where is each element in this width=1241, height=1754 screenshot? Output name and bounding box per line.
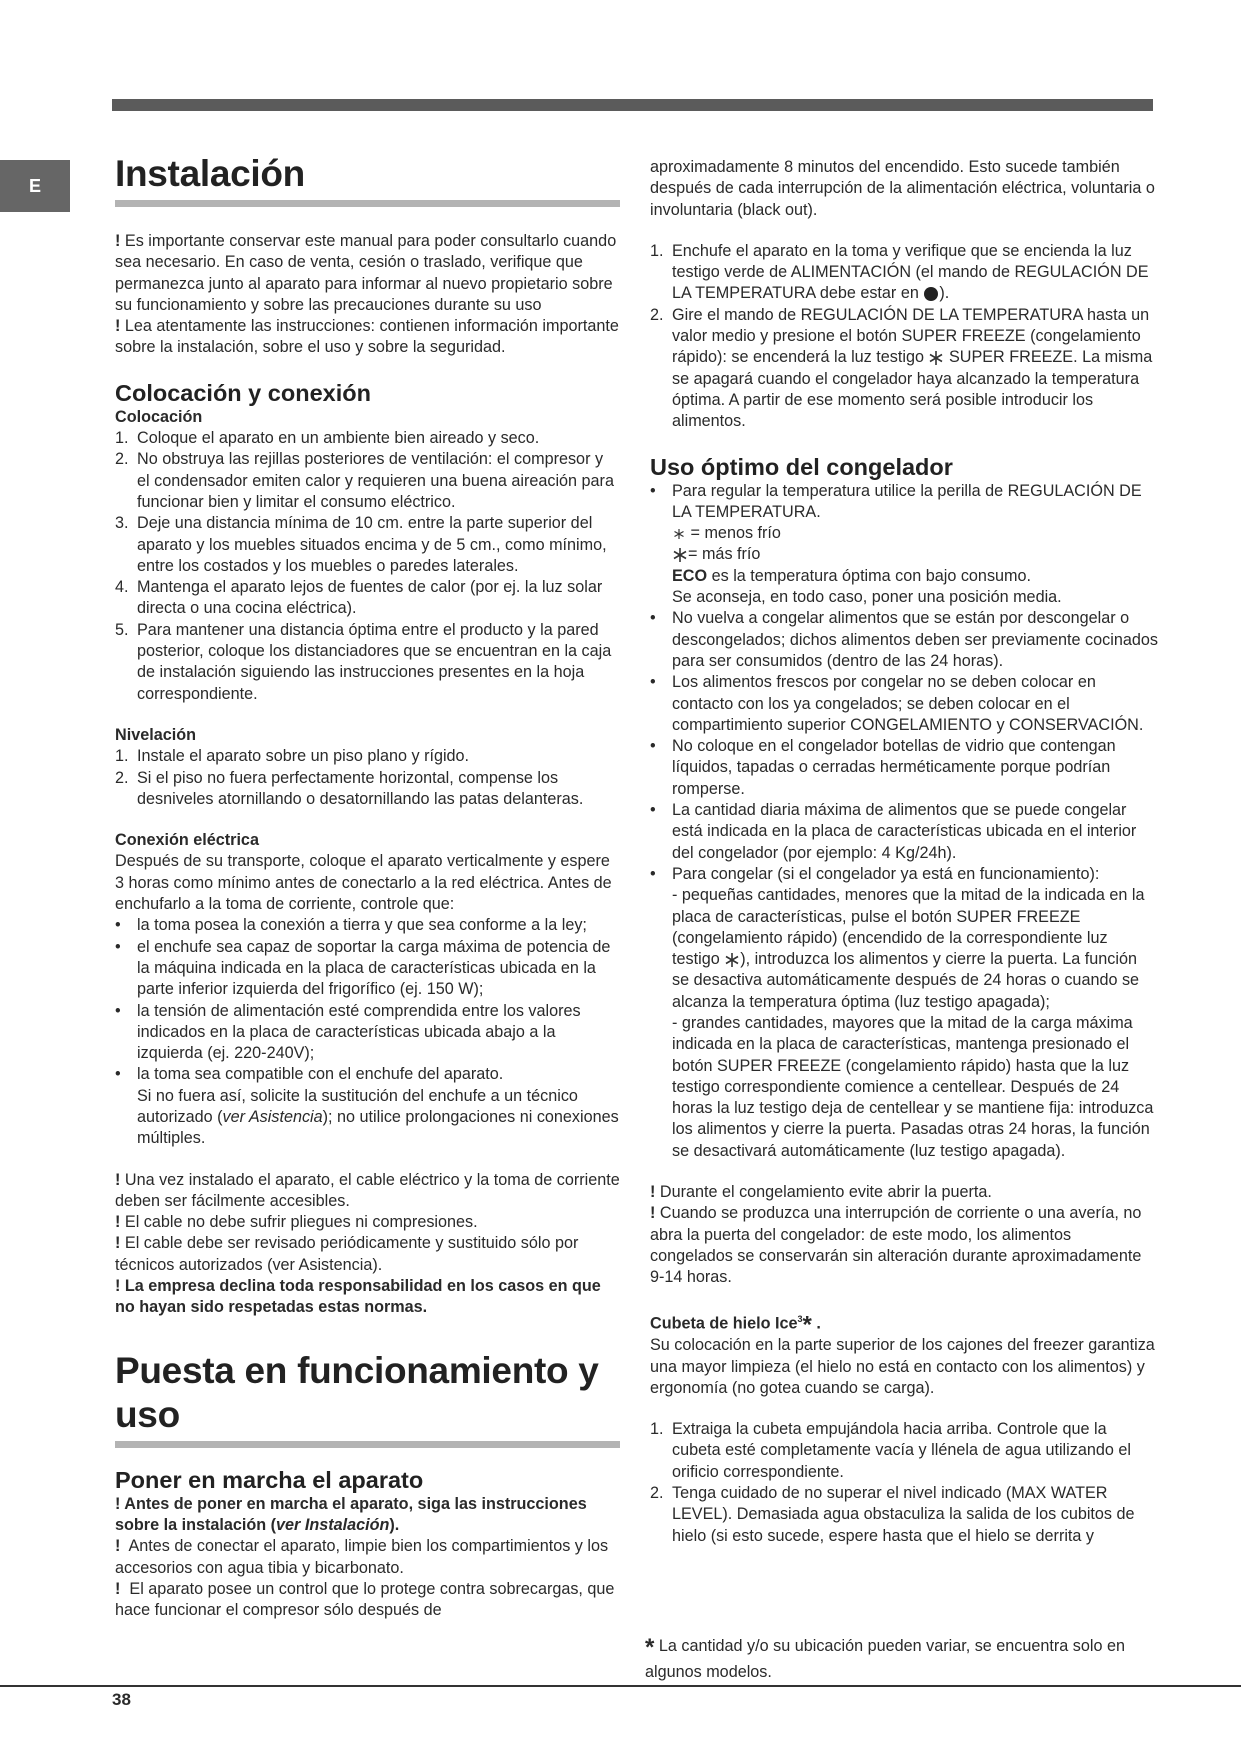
colocacion-subheading: Colocación [115, 407, 203, 426]
poner-steps [650, 241, 1158, 433]
list-item: 1. Enchufe el aparato en la toma y verifique que se encienda la luz testigo verde de ALIMENTACIÓN (el mando de REGULACIÓN DE LA TEMPERATURA debe estar en ). [650, 241, 1149, 303]
list-item: 1. Extraiga la cubeta empujándola hacia arriba. Controle que la cubeta esté completamente vacía y llénela de agua utilizando el orificio correspondiente. [650, 1420, 1131, 1481]
uso-list [650, 481, 1158, 1163]
install-warning-4: ! La empresa declina toda responsabilidad en los casos en que no hayan sido respetadas estas normas. [115, 1277, 601, 1317]
list-item: • La cantidad diaria máxima de alimentos que se puede congelar está indicada en la placa de características ubicada en el interior del congelador (por ejemplo: 4 Kg/24h). [650, 801, 1137, 862]
install-warning-3: ! El cable debe ser revisado periódicamente y sustituido sólo por técnicos autorizados (ver Asistencia). [115, 1234, 579, 1274]
install-intro-1: ! Es importante conservar este manual para poder consultarlo cuando sea necesario. En caso de venta, cesión o traslado, verifique que permanezca junto al aparato para informar al nuevo propietario sobre su funcionamiento y sobre las precauciones durante su uso [115, 232, 617, 314]
list-item: 2. Gire el mando de REGULACIÓN DE LA TEMPERATURA hasta un valor medio y presione el botón SUPER FREEZE (congelamiento rápido): se encenderá la luz testigo SUPER FREEZE. La misma se apagará cuando el congelador haya alcanzado la temperatura óptima. A partir de ese momento será posible introducir los alimentos. [650, 305, 1153, 431]
list-item: • Para regular la temperatura utilice la perilla de REGULACIÓN DE LA TEMPERATURA. = menos frío = más frío ECO es la temperatura óptima con bajo consumo. Se aconseja, en todo caso, poner una posición media. [650, 481, 1142, 607]
list-item: • No vuelva a congelar alimentos que se están por descongelar o descongelados; dichos alimentos deben ser previamente cocinados para ser consumidos (dentro de las 24 horas). [650, 609, 1158, 670]
nivelacion-heading: Nivelación [115, 725, 196, 744]
install-intro-2: ! Lea atentamente las instrucciones: contienen información importante sobre la instalación, sobre el uso y sobre la seguridad. [115, 317, 619, 357]
list-item: 3. Deje una distancia mínima de 10 cm. entre la parte superior del aparato y los muebles situados encima y de 5 cm., como mínimo, entre los costados y los muebles o paredes laterales. [115, 514, 607, 575]
electrica-intro: Después de su transporte, coloque el aparato verticalmente y espere 3 horas como mínimo antes de conectarlo a la red eléctrica. Antes de enchufarlo a la toma de corriente, controle que: [115, 852, 612, 914]
top-bar [112, 99, 1153, 111]
poner-note-1: ! Antes de conectar el aparato, limpie bien los compartimientos y los accesorios con agua tibia y bicarbonato. [115, 1537, 609, 1577]
cubeta-heading: Cubeta de hielo Ice$^3$* . [650, 1310, 821, 1338]
small-snowflake-icon [672, 527, 686, 541]
language-tab [0, 160, 70, 212]
snowflake-icon [928, 350, 944, 366]
list-item: 5. Para mantener una distancia óptima entre el producto y la pared posterior, coloque los distanciadores que se encuentran en la caja de instalación siguiendo las instrucciones presentes en la hoja correspondiente. [115, 620, 612, 703]
nivelacion-list [115, 746, 620, 810]
right-column [650, 157, 1158, 1547]
electrica-heading: Conexión eléctrica [115, 831, 259, 850]
list-item: • No coloque en el congelador botellas de vidrio que contengan líquidos, tapadas o cerradas herméticamente porque podrían romperse. [650, 737, 1116, 798]
list-item: • la toma sea compatible con el enchufe del aparato. [115, 1065, 504, 1084]
page-number: 38 [112, 1690, 131, 1709]
bottom-rule [0, 1685, 1241, 1687]
list-item: • Los alimentos frescos por congelar no se deben colocar en contacto con los ya congelados; se deben colocar en el compartimiento superior CONGELAMIENTO y CONSERVACIÓN. [650, 673, 1144, 734]
colocacion-list [115, 428, 620, 705]
uso-warning-2: ! Cuando se produzca una interrupción de corriente o una avería, no abra la puerta del congelador: de este modo, los alimentos congelados se conservarán sin alteración durante aproximadamente 9-14 horas. [650, 1204, 1142, 1287]
poner-heading: Poner en marcha el aparato [115, 1466, 424, 1493]
list-item: • la tensión de alimentación esté comprendida entre los valores indicados en la placa de características ubicada abajo a la izquierda (ej. 220-240V); [115, 1001, 581, 1063]
list-item: 2. No obstruya las rejillas posteriores de ventilación: el compresor y el condensador emiten calor y requieren una buena aireación para funcionar bien y limitar el consumo eléctrico. [115, 450, 614, 511]
language-label: E [28, 175, 41, 196]
poner-continuation: aproximadamente 8 minutos del encendido. Esto sucede también después de cada interrupción de la alimentación eléctrica, voluntaria o involuntaria (black out). [650, 158, 1155, 219]
snowflake-icon [724, 952, 740, 968]
install-title: Instalación [115, 153, 305, 194]
uso-warning-1: ! Durante el congelamiento evite abrir la puerta. [650, 1183, 992, 1202]
list-item: 2. Si el piso no fuera perfectamente horizontal, compense los desniveles atornillando o desatornillando las patas delanteras. [115, 768, 584, 808]
poner-note-2: ! El aparato posee un control que lo protege contra sobrecargas, que hace funcionar el compresor sólo después de [115, 1579, 615, 1620]
list-item: • el enchufe sea capaz de soportar la carga máxima de potencia de la máquina indicada en la placa de características ubicada en la parte inferior izquierda del frigorífico (ej. 150 W); [115, 937, 611, 999]
filled-circle-icon [923, 286, 939, 302]
cubeta-intro: Su colocación en la parte superior de los cajones del freezer garantiza una mayor limpieza (el hielo no está en contacto con los alimentos) y ergonomía (no gotea cuando se carga). [650, 1336, 1155, 1397]
left-column [115, 152, 620, 1621]
list-item: 1. Instale el aparato sobre un piso plano y rígido. [115, 747, 470, 766]
list-item: • la toma posea la conexión a tierra y que sea conforme a la ley; [115, 916, 587, 935]
title-rule [115, 1441, 620, 1448]
electrica-note: Si no fuera así, solicite la sustitución del enchufe a un técnico autorizado (ver Asistencia); no utilice prolongaciones ni conexiones múltiples. [137, 1086, 619, 1148]
list-item: • Para congelar (si el congelador ya está en funcionamiento): - pequeñas cantidades, menores que la mitad de la indicada en la placa de características, pulse el botón SUPER FREEZE (congelamiento rápido) (encendido de la correspondiente luz testigo ), introduzca los alimentos y cierre la puerta. La función se desactiva automáticamente después de 24 horas o cuando se alcanza la temperatura óptima (luz testigo apagada); - grandes cantidades, mayores que la mitad de la carga máxima indicada en la placa de características, mantenga presionado el botón SUPER FREEZE (congelamiento rápido) hasta que la luz testigo correspondiente comience a centellear. Después de 24 horas la luz testigo deja de centellear y se mantiene fija: introduzca los alimentos y cierre la puerta. Pasadas otras 24 horas, la función se desactivará automáticamente (luz testigo apagada). [650, 864, 1154, 1160]
footnote: * La cantidad y/o su ubicación pueden variar, se encuentra solo en algunos modelos. [645, 1634, 1126, 1681]
electrica-list [115, 915, 620, 1085]
colocacion-heading: Colocación y conexión [115, 379, 371, 406]
cubeta-list [650, 1419, 1158, 1547]
install-warning-2: ! El cable no debe sufrir pliegues ni compresiones. [115, 1213, 478, 1232]
large-snowflake-icon [672, 547, 688, 563]
title-rule [115, 200, 620, 207]
install-warning-1: ! Una vez instalado el aparato, el cable eléctrico y la toma de corriente deben ser fácilmente accesibles. [115, 1170, 620, 1210]
list-item: 1. Coloque el aparato en un ambiente bien aireado y seco. [115, 429, 540, 448]
uso-heading: Uso óptimo del congelador [650, 453, 953, 480]
list-item: 2. Tenga cuidado de no superar el nivel indicado (MAX WATER LEVEL). Demasiada agua obstaculiza la salida de los cubitos de hielo (si esto sucede, espere hasta que el hielo se derrita y [650, 1484, 1135, 1545]
puesta-title: Puesta en funcionamiento y uso [115, 1349, 599, 1435]
poner-bold-note: ! Antes de poner en marcha el aparato, siga las instrucciones sobre la instalación (ver Instalación). [115, 1494, 587, 1534]
list-item: 4. Mantenga el aparato lejos de fuentes de calor (por ej. la luz solar directa o una cocina eléctrica). [115, 578, 603, 618]
